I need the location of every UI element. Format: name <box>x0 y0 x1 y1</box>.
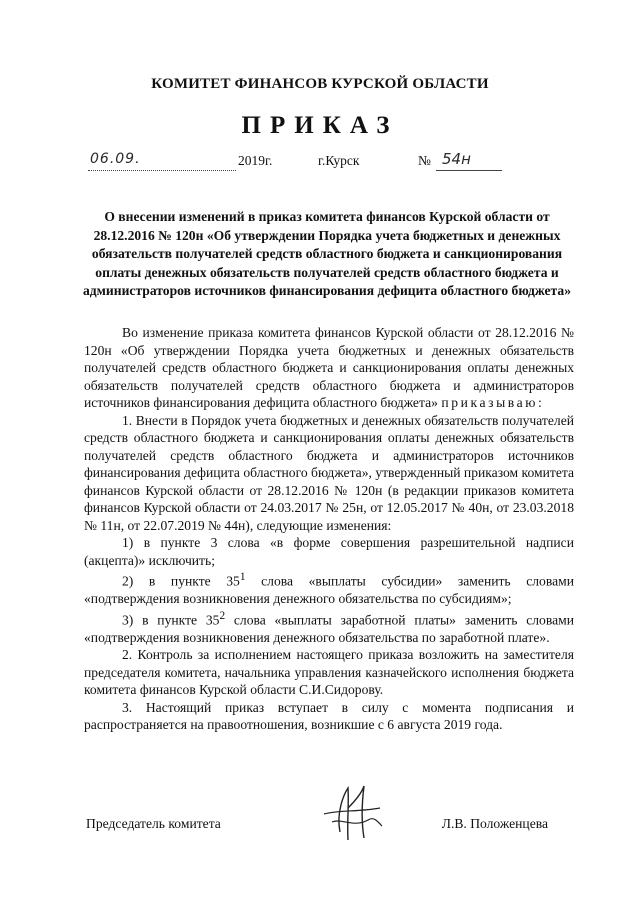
item-1: 1. Внести в Порядок учета бюджетных и денежных обязательств получателей средств областного бюджета и санкционирования оплаты денежных обязательств получателей средств областного бюджета и администраторов источников финансирования дефицита областного бюджета», утвержденный приказом комитета финансов Курской области от 28.12.2016 № 120н (в редакции приказов комитета финансов Курской области от 24.03.2017 № 25н, от 12.05.2017 № 40н, от 23.03.2018 № 11н, от 22.07.2019 № 44н), следующие изменения: <box>84 412 574 533</box>
item-3: 3. Настоящий приказ вступает в силу с момента подписания и распространяется на правоотношения, возникшие с 6 августа 2019 года. <box>84 699 574 733</box>
subitem-3-superscript: 2 <box>219 609 226 622</box>
document-subject: О внесении изменений в приказ комитета финансов Курской области от 28.12.2016 № 120н «Об утверждении Порядка учета бюджетных и денежных обязательств получателей средств областного бюджета и санкционирования оплаты денежных обязательств получателей средств областного бюджета и администраторов источников финансирования дефицита областного бюджета» <box>83 209 571 299</box>
document-type-title: ПРИКАЗ <box>241 112 399 139</box>
preamble-text: Во изменение приказа комитета финансов Курской области от 28.12.2016 № 120н «Об утверждении Порядка учета бюджетных и денежных обязательств получателей средств областного бюджета и санкционирования оплаты денежных обязательств получателей средств областного бюджета и администраторов источников финансирования дефицита областного бюджета» <box>84 325 574 410</box>
subitem-2-superscript: 1 <box>239 571 246 583</box>
preamble-paragraph <box>84 324 574 412</box>
dateline <box>88 152 568 174</box>
document-body <box>84 324 574 734</box>
subitem-2 <box>84 569 574 608</box>
subitem-2-start: 2) в пункте 35 <box>122 573 240 589</box>
date-field <box>88 152 236 171</box>
subitem-3-start: 3) в пункте 35 <box>122 612 220 628</box>
city: г.Курск <box>318 153 360 168</box>
number-field <box>436 152 502 171</box>
handwritten-date: 06.09. <box>90 151 141 167</box>
subitem-3 <box>84 608 574 647</box>
signatory-name: Л.В. Положенцева <box>441 816 548 831</box>
subitem-2-rest: слова «выплаты субсидии» заменить словами «подтверждения возникновения денежного обязательства по субсидиям»; <box>84 573 574 607</box>
date-year: 2019г. <box>238 153 273 168</box>
handwritten-signature <box>318 782 388 844</box>
subitem-1: 1) в пункте 3 слова «в форме совершения разрешительной надписи (акцепта)» исключить; <box>84 535 574 568</box>
organization-name: КОМИТЕТ ФИНАНСОВ КУРСКОЙ ОБЛАСТИ <box>151 76 489 92</box>
number-sign: № <box>418 153 431 168</box>
preamble-colon: : <box>538 395 542 410</box>
item-2: 2. Контроль за исполнением настоящего приказа возложить на заместителя председателя комитета, начальника управления казначейского исполнения бюджета комитета финансов Курской области С.И.Сидорову. <box>84 647 574 698</box>
order-word: приказываю <box>441 395 539 410</box>
signatory-role: Председатель комитета <box>86 816 221 831</box>
subitem-3-rest: слова «выплаты заработной платы» заменить словами «подтверждения возникновения денежного обязательства по заработной плате». <box>84 612 574 645</box>
handwritten-number: 54н <box>442 150 471 168</box>
signature-block <box>86 812 574 842</box>
